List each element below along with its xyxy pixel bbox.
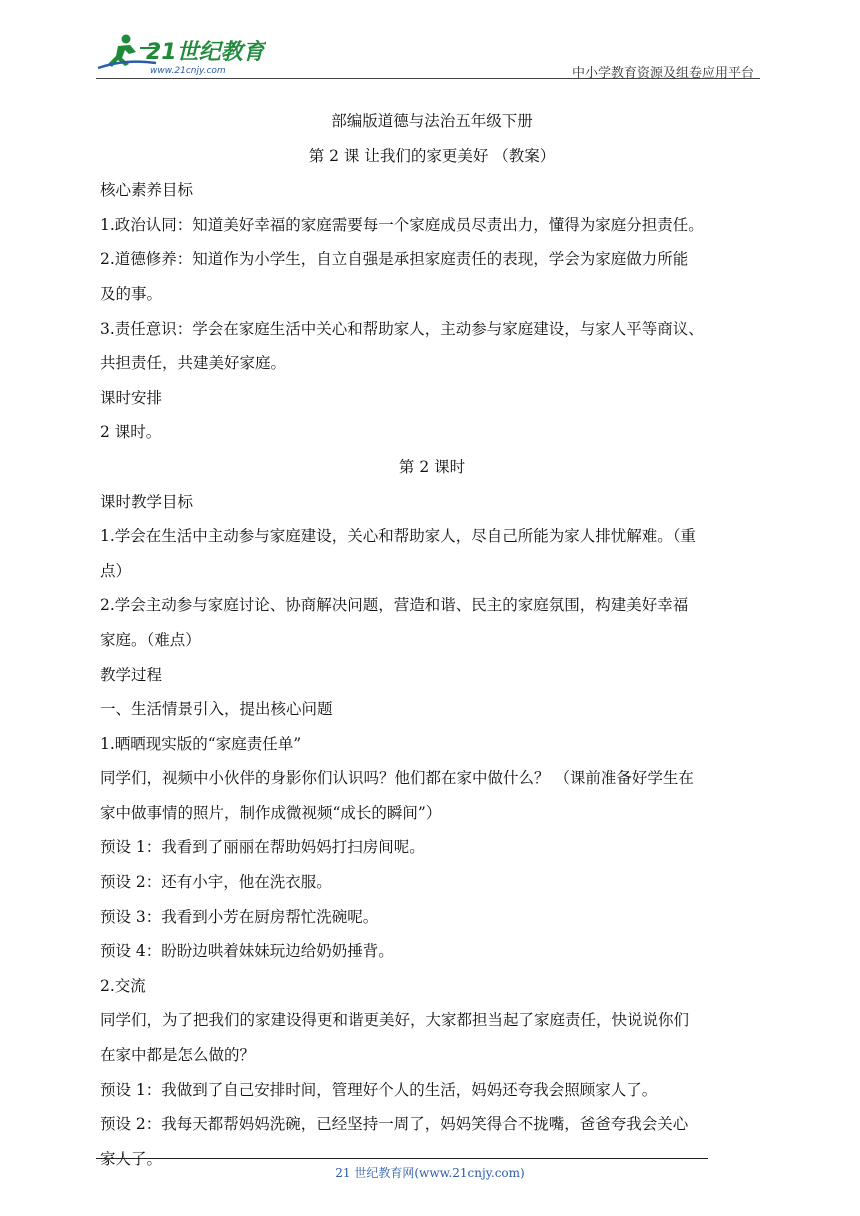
text-line: 2.道德修养：知道作为小学生，自立自强是承担家庭责任的表现，学会为家庭做力所能: [100, 250, 689, 269]
text-line: 核心素养目标: [100, 181, 194, 200]
text-line: 课时安排: [100, 388, 163, 407]
text-line: 1.晒晒现实版的“家庭责任单”: [100, 734, 302, 753]
text-line: 预设 1：我做到了自己安排时间，管理好个人的生活，妈妈还夸我会照顾家人了。: [100, 1080, 658, 1099]
footer-divider: [96, 1158, 708, 1159]
heading-line: 部编版道德与法治五年级下册: [331, 112, 533, 130]
logo-text: 21世纪教育: [146, 40, 265, 65]
text-line: 1.政治认同：知道美好幸福的家庭需要每一个家庭成员尽责出力，懂得为家庭分担责任。: [100, 215, 704, 234]
text-line: 同学们，为了把我们的家建设得更和谐更美好，大家都担当起了家庭责任，快说说你们: [100, 1011, 690, 1030]
text-line: 预设 4：盼盼边哄着妹妹玩边给奶奶捶背。: [100, 942, 394, 961]
logo-url: www.21cnjy.com: [150, 66, 226, 76]
text-line: 1.学会在生活中主动参与家庭建设，关心和帮助家人，尽自己所能为家人排忧解难。（重: [100, 527, 697, 546]
header-divider: [96, 78, 760, 79]
footer-link[interactable]: 21 世纪教育网(www.21cnjy.com): [335, 1166, 525, 1180]
text-line: 家中做事情的照片，制作成微视频“成长的瞬间”）: [100, 803, 442, 822]
text-line: 点）: [100, 561, 132, 580]
text-line: 在家中都是怎么做的？: [100, 1046, 256, 1065]
text-line: 2.学会主动参与家庭讨论、协商解决问题，营造和谐、民主的家庭氛围，构建美好幸福: [100, 596, 689, 615]
text-line: 预设 3：我看到小芳在厨房帮忙洗碗呢。: [100, 907, 379, 926]
heading-line: 第 2 课时: [398, 457, 466, 476]
text-line: 家人了。: [100, 1149, 163, 1168]
text-line: 3.责任意识：学会在家庭生活中关心和帮助家人，主动参与家庭建设，与家人平等商议、: [100, 319, 704, 338]
text-line: 2.交流: [100, 976, 146, 995]
text-line: 家庭。（难点）: [100, 630, 201, 649]
text-line: 预设 2：我每天都帮妈妈洗碗，已经坚持一周了，妈妈笑得合不拢嘴，爸爸夸我会关心: [100, 1115, 689, 1134]
page-header: [96, 30, 760, 81]
heading-line: 第 2 课 让我们的家更美好 （教案）: [308, 146, 556, 165]
document-body: [100, 104, 764, 1176]
text-line: 一、生活情景引入，提出核心问题: [100, 700, 333, 719]
text-line: 预设 2：还有小宇，他在洗衣服。: [100, 873, 332, 892]
text-line: 及的事。: [100, 284, 163, 303]
text-line: 预设 1：我看到了丽丽在帮助妈妈打扫房间呢。: [100, 838, 425, 857]
site-logo[interactable]: [96, 30, 266, 78]
text-line: 课时教学目标: [100, 492, 194, 511]
platform-label: 中小学教育资源及组卷应用平台: [571, 66, 754, 81]
text-line: 同学们，视频中小伙伴的身影你们认识吗？他们都在家中做什么？ （课前准备好学生在: [100, 769, 694, 788]
text-line: 2 课时。: [100, 423, 162, 442]
text-line: 教学过程: [100, 665, 163, 684]
text-line: 共担责任，共建美好家庭。: [100, 354, 287, 373]
